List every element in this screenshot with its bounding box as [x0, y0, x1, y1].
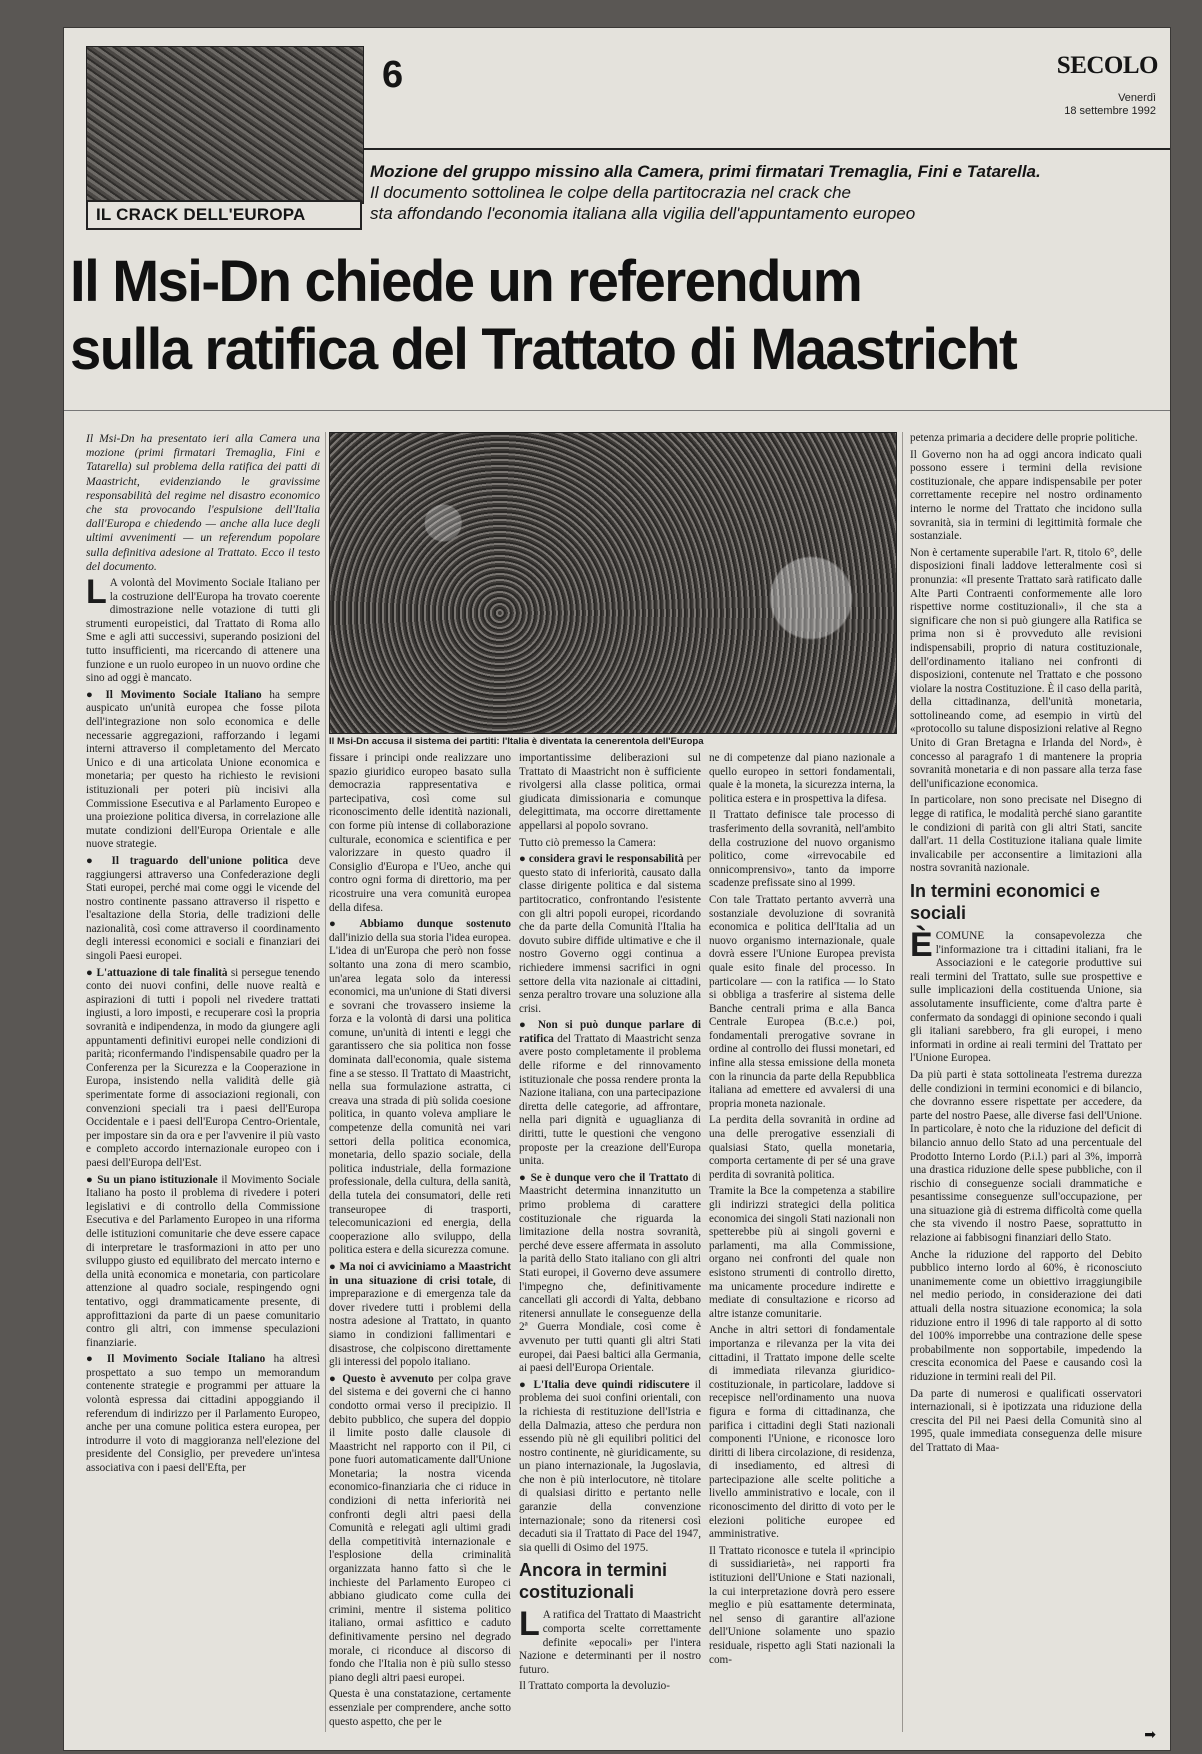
paragraph: Il Trattato riconosce e tutela il «principio di sussidiarietà», nei rapporti fra istituzioni dell'Unione e Stati nazionali, la cui interpretazione dovrà pero essere meglio e più esattamente determinata, nel senso di garantire all'azione dell'Unione solamente uno spazio residuale, rispetto agli Stati nazionali la com- — [709, 1544, 895, 1666]
bold-lead: Non si può dunque parlare di ratifica — [519, 1019, 701, 1045]
bold-lead: considera gravi le responsabilità — [528, 853, 684, 866]
paragraph — [910, 926, 1142, 1066]
crowd-photo — [329, 432, 897, 734]
headline — [70, 248, 1133, 384]
paragraph-text: di Maastricht determina innanzitutto un primo problema di carattere costituzionale che riguarda la limitazione della nostra sovranità, perché deve essere affermata in assoluto la parità dello Stato italiano con gli altri Stati europei, il Governo deve assumere l'impegno che, definitivamente cancellati gli accordi di Yalta, debbano ritenersi annullate le conseguenze della 2ª Guerra Mondiale, così come è avvenuto per tutti quanti gli altri Stati europei, dai Paesi baltici alla Germania, ai paesi dell'Europa Orientale. — [519, 1171, 701, 1375]
bold-lead: Ma noi ci avviciniamo a Maastricht in una situazione di crisi totale, — [329, 1260, 511, 1287]
subheading: In termini economici e sociali — [910, 881, 1101, 923]
paragraph: ● Questo è avvenuto per colpa grave del sistema e dei governi che ci hanno condotto ormai verso il precipizio. Il debito pubblico, che supera del doppio il limite posto dalle clausole di Maastricht nel rapporto con il Pil, ci pone fuori automaticamente dall'Unione Monetaria; la nostra vicenda economico-finanziaria che ci riduce in condizioni di netta inferiorità nei confronti degli altri paesi della Comunità e relegati agli ultimi gradi della competitività internazionale e l'esplosione della criminalità organizzata hanno fatto sì che le inchieste del Parlamento Europeo ci abbiano giudicato come culla dei crimini, mentre il sistema politico italiano, ormai asfittico e caduto definitivamente persino nel degrado morale, ci riconduce al discorso di fondo che l'Italia non è più sullo stesso piano degli altri paesi europei. — [329, 1372, 511, 1684]
paragraph-text: per questo stato di inferiorità, causato dalla classe dirigente politica e dal sistema partitocratico, confrontando l'esistente con gli altri popoli europei, ricordando che da parte della Comunità l'Italia ha dovuto subire diffide ultimative e che il nostro Governo oggi continua a richiedere immensi sacrifici in ogni settore della vita nazionale ai cittadini, senza peraltro trovare una soluzione alla crisi. — [519, 853, 701, 1015]
paragraph: Non è certamente superabile l'art. R, titolo 6°, delle disposizioni finali laddove letteralmente così si pronunzia: «Il presente Trattato sarà ratificato dalle Alte Parti Contraenti conformemente alle loro rispettive norme costituzionali», il che sta a significare che non si può giungere alla Ratifica se prima non si è provveduto alle revisioni indispensabili, proprio di natura costituzionale, dell'ordinamento italiano nei confronti di disposizioni, contenute nel Trattato e che possono violare la nostra Costituzione. È il caso della parità, della cittadinanza, dell'unità monetaria, sottolineando come, ad esempio in virtù del «protocollo su talune disposizioni relative al Regno Unito di Gran Bretagna e Irlanda del Nord», è concesso al paragrafo 1 di mantenere la propria sovranità monetaria e di non passare alla terza fase dell'unificazione economica. — [910, 546, 1142, 790]
paragraph — [86, 573, 320, 686]
drop-cap: È — [910, 926, 933, 964]
newspaper-page — [64, 28, 1170, 1750]
headline-line-2: sulla ratifica del Trattato di Maastricht — [70, 317, 1017, 382]
parliament-photo — [86, 46, 364, 204]
paragraph: ● Il Movimento Sociale Italiano ha altresì prospettato a suo tempo un memorandum contenente strategie e programmi per attuare la volontà espressa dai cittadini appoggiando il referendum di indirizzo per il Parlamento Europeo, anche per una comune politica estera europea, per introdurre il voto di maggioranza nell'elezione del presidente del Consiglio, per prevedere un'intesa associativa con i paesi dell'Efta, per — [86, 1353, 320, 1475]
paragraph-text: dall'inizio della sua storia l'idea europea. L'idea di un'Europa che però non fosse soltanto una zona di mero scambio, un'area legata solo da interessi economici, ma un'unione di Stati diversi e sovrani che trovassero insieme la forza e la volontà di darsi una politica comune, un'unità di intenti e leggi che garantissero che sia politica non fosse dominata dall'economia, quale sistema fine a se stesso. Il Trattato di Maastricht, nella sua formulazione astratta, ci creava una strada di più solida coesione politica, in quanto voleva ampliare le competenze della comunità nei vari settori della politica economica, monetaria, dello spazio sociale, della politica industriale, della formazione professionale, della cultura, della sanità, della tutela dei consumatori, delle reti transeuropee di trasporti, telecomunicazioni ed energia, della cooperazione allo sviluppo, della politica estera e della sicurezza comune. — [329, 931, 511, 1257]
paragraph-text: il Movimento Sociale Italiano ha posto il problema di rivedere i poteri legislativi e di controllo della Commissione Esecutiva e del Parlamento Europeo in una riforma delle istituzioni comunitarie che deve essere capace di interpretare le trasformazioni in atto per uno sviluppo giusto ed equilibrato del mercato interno e della unità economica e monetaria, con particolare attenzione al quadro sociale, respingendo ogni tentativo, oggi drammaticamente presente, di approfittazioni da parte di un paese comunitario contro gli altri, con immense speculazioni finanziarie. — [86, 1173, 320, 1349]
paragraph-text: del Trattato di Maastricht senza avere posto completamente il problema delle riforme e del rinnovamento istituzionale che possa rendere pronta la Nazione italiana, con una partecipazione diretta delle categorie, ad affrontare, nella pari dignità e uguaglianza di diritti, tutte le questioni che vengono proposte per la creazione dell'Europa unita. — [519, 1032, 701, 1168]
paragraph: Da più parti è stata sottolineata l'estrema durezza delle condizioni in termini economici e di bilancio, che dovranno essere rispettate per accedere, da parte del nostro Paese, alle diverse fasi dell'Unione. In particolare, è noto che la riduzione del deficit di bilancio annuo dello Stato ad una percentuale del Prodotto Interno Lordo (P.i.l.) pari al 3%, imporrà una drastica riduzione delle spese pubbliche, con il rischio di conseguenze sociali drammatiche e pesantissime conseguenze sull'occupazione, per una situazione già di estrema difficoltà come quella che sta vivendo il nostro Paese, soprattutto in relazione ai fabbisogni finanziari dello Stato. — [910, 1068, 1142, 1245]
newspaper-brand: SECOLO — [1056, 52, 1158, 79]
bold-lead: Questo è avvenuto — [342, 1372, 434, 1385]
dateline — [1064, 92, 1156, 118]
paragraph — [519, 1605, 701, 1677]
column-3 — [519, 752, 701, 1732]
column-1 — [86, 432, 320, 1732]
paragraph-text: deve raggiungersi attraverso una Confederazione degli Stati europei, perché mai come oggi le vicende del nostro continente passano attraverso il rispetto e l'esaltazione della Storia, delle tradizioni delle nazionalità, così come attraverso il coordinamento degli interessi economici e sociali e finanziari dei singoli Paesi europei. — [86, 854, 320, 963]
bold-lead: L'attuazione di tale finalità — [96, 966, 228, 979]
paragraph: Il Trattato definisce tale processo di trasferimento della sovranità, nell'ambito della costruzione del nuovo organismo politico, come «irrevocabile ed onnicomprensivo», tanto da imporre scadenze prefissate sino al 1999. — [709, 809, 895, 890]
paragraph-text: A volontà del Movimento Sociale Italiano per la costruzione dell'Europa ha trovato coerente dimostrazione nelle votazione di tutti gli strumenti europeistici, dal Trattato di Roma allo Sme e agli atti successivi, superando posizioni del tutto insufficienti, ma ricercando di attenere una funzione e un ruolo europeo in un nuovo ordine che sino ad oggi è mancato. — [86, 577, 320, 685]
paragraph: ne di competenze dal piano nazionale a quello europeo in settori fondamentali, quale è la moneta, la sicurezza interna, la politica estera e in prospettiva la difesa. — [709, 752, 895, 805]
paragraph: ● L'Italia deve quindi ridiscutere il problema dei suoi confini orientali, con la richiesta di restituzione dell'Istria e della Dalmazia, atteso che perdura non essendo più nè gli equilibri politici del nostro continente, nè giuridicamente, su un piano internazionale, la Jugoslavia, che non è più interlocutore, nè titolare di qualsiasi diritto e pertanto nelle garanzie della convenzione internazionale; sono da ritenersi così decaduti sia il Trattato di Pace del 1947, sia quelli di Osimo del 1975. — [519, 1378, 701, 1554]
headline-line-1: Il Msi-Dn chiede un referendum — [70, 249, 862, 314]
paragraph: ● Il traguardo dell'unione politica deve raggiungersi attraverso una Confederazione degli Stati europei, perché mai come oggi le vicende del nostro continente passano attraverso il rispetto e l'esaltazione della Storia, delle tradizioni delle nazionalità, così come attraverso il coordinamento degli interessi economici e sociali e finanziari dei singoli Paesi europei. — [86, 854, 320, 963]
page-number: 6 — [382, 54, 404, 96]
bold-lead: Il Movimento Sociale Italiano — [106, 1353, 266, 1366]
paragraph: ● L'attuazione di tale finalità si persegue tenendo conto dei nuovi confini, delle nuove realtà e aspirazioni di tutti i popoli nel rivedere trattati ingiusti, a loro imposti, e recuperare così la propria sovranità e indipendenza, in modo da giungere agli appuntamenti definitivi europei nelle condizioni di parità; riconfermando l'indispensabile quadro per la Conferenza per la Sicurezza e la Cooperazione in Europa, insistendo nella validità delle già sperimentate forme di associazioni regionali, con convenzioni speciali tra i paesi dell'Europa Occidentale e i paesi dell'Europa Centro-Orientale, per impostare sin da ora e per l'avvenire il più vasto e completo accordo internazionale europeo con i paesi dell'Europa dell'Est. — [86, 966, 320, 1169]
paragraph: Il Governo non ha ad oggi ancora indicato quali possono essere i termini della revisione costituzionale, che appare indispensabile per poter correttamente recepire nel nostro ordinamento interno le norme del Trattato che incidono sulla sovranità, sia in termini di legittimità formale che sostanziale. — [910, 448, 1142, 543]
column-5 — [910, 432, 1142, 1728]
drop-cap: L — [86, 573, 107, 612]
deck-line: Mozione del gruppo missino alla Camera, primi firmatari Tremaglia, Fini e Tatarella. — [370, 162, 1041, 181]
paragraph: Anche la riduzione del rapporto del Debito pubblico interno lordo al 60%, è riconosciuto unanimemente come un obiettivo irraggiungibile nel medio periodo, in considerazione dei dati attuali della nostra situazione economica; la sola riduzione entro il 1996 di tale rapporto al di sotto del 100% imporrebbe una contrazione delle spese probabilmente non sopportabile, impedendo la crescita economica del Paese e causando così la riduzione in termini reali del Pil. — [910, 1248, 1142, 1383]
dateline-date: 18 settembre 1992 — [1064, 105, 1156, 117]
paragraph: ● Il Movimento Sociale Italiano ha sempre auspicato un'unità europea che fosse pilota dell'integrazione non solo economica e delle necessarie aggregazioni, rafforzando i legami interni attraverso il completamento del Mercato Unico e di una articolata Unione economica e monetaria; per questo ha richiesto le revisioni istituzionali per poteri più incisivi alla Commissione Esecutiva e al Parlamento Europeo e una proiezione politica diversa, in correlazione alle mutate condizioni dell'Europa Orientale e alle nuove strategie. — [86, 688, 320, 851]
paragraph-text: ha sempre auspicato un'unità europea che fosse pilota dell'integrazione non solo economica e delle necessarie aggregazioni, rafforzando i legami interni attraverso il completamento del Mercato Unico e di una articolata Unione economica e monetaria; per questo ha richiesto le revisioni istituzionali per poteri più incisivi alla Commissione Esecutiva e al Parlamento Europeo e una proiezione politica diversa, in correlazione alle mutate condizioni dell'Europa Orientale e alle nuove strategie. — [86, 688, 320, 851]
deck-line: Il documento sottolinea le colpe della partitocrazia nel crack che — [370, 183, 851, 202]
bold-lead: Il traguardo dell'unione politica — [111, 854, 289, 867]
paragraph: In particolare, non sono precisate nel Disegno di legge di ratifica, le modalità perché siano garantite le condizioni di parità con gli altri Stati, sancite dall'art. 11 della Costituzione italiana quale limite invalicabile per acconsentire a limitazioni alla nostra sovranità nazionale. — [910, 794, 1142, 875]
paragraph: Anche in altri settori di fondamentale importanza e rilevanza per la vita dei cittadini, il Trattato impone delle scelte di immediata rilevanza giuridico-costituzionale, in particolare, laddove si recepisce nell'ordinamento una nuova figura e forma di cittadinanza, che parifica i cittadini degli Stati nazionali componenti l'Unione, e riconosce loro diritti di libera circolazione, di residenza, di insediamento, ed altresì di partecipazione alle scelte politiche a livello amministrativo e locale, con il riconoscimento del diritto di voto per le elezioni politiche europee ed amministrative. — [709, 1324, 895, 1541]
bold-lead: Abbiamo dunque sostenuto — [359, 918, 511, 931]
paragraph: La perdita della sovranità in ordine ad una delle prerogative essenziali di qualsiasi Stato, quella monetaria, comporta certamente di per sé una grave perdita di sovranità politica. — [709, 1114, 895, 1181]
continue-arrow-icon: ➡ — [1144, 1728, 1156, 1743]
paragraph-text: per colpa grave del sistema e dei governi che ci hanno condotto ormai verso il precipizio. Il debito pubblico, che supera del doppio il limite posto dalle clausole di Maastricht nel rapporto con il Pil, ci pone fuori automaticamente dall'Unione Monetaria; la nostra vicenda economico-finanziaria che ci riduce in condizioni di netta inferiorità nei confronti degli altri paesi della Comunità e relegati agli ultimi gradi della competitività internazionale e l'esplosione della criminalità organizzata hanno fatto sì che le inchieste del Parlamento Europeo ci abbiano giudicato come culla dei crimini, mentre il sistema politico italiano, ormai asfittico e caduto definitivamente persino nel degrado morale, ci riconduce al discorso di fondo che l'Italia non è più sullo stesso piano degli altri paesi europei. — [329, 1372, 511, 1684]
paragraph: ● Se è dunque vero che il Trattato di Maastricht determina innanzitutto un primo problema di carattere costituzionale che riguarda la limitazione della nostra sovranità, perché deve essere affermata in assoluto la parità dello Stato italiano con gli altri Stati europei, il Governo deve assumere l'impegno che, definitivamente cancellati gli accordi di Yalta, debbano ritenersi annullate le conseguenze della 2ª Guerra Mondiale, così come è avvenuto per tutti quanti gli altri Stati europei, dai Paesi baltici alla Germania, ai paesi dell'Europa Orientale. — [519, 1171, 701, 1375]
column-divider — [325, 432, 326, 1732]
bold-lead: Su un piano istituzionale — [97, 1173, 218, 1186]
paragraph: Tutto ciò premesso la Camera: — [519, 836, 656, 849]
paragraph: ● Abbiamo dunque sostenuto dall'inizio della sua storia l'idea europea. L'idea di un'Europa che però non fosse soltanto una zona di mero scambio, un'area legata solo da interessi economici, ma un'unione di Stati diversi e sovrani che trovassero insieme la forza e la volontà di darsi una politica comune, un'unità di intenti e leggi che garantissero che sia politica non fosse dominata dall'economia, quale sistema fine a se stesso. Il Trattato di Maastricht, nella sua formulazione astratta, ci creava una strada di più solida coesione politica, in quanto voleva ampliare le competenze della comunità nei vari settori della politica economica, monetaria, dello spazio sociale, della politica industriale, della formazione professionale, della cultura, della sanità, della tutela dei consumatori, delle reti transeuropee di trasporti, telecomunicazioni ed energia, della cooperazione allo sviluppo, della politica estera e della sicurezza comune. — [329, 918, 511, 1257]
paragraph: petenza primaria a decidere delle proprie politiche. — [910, 432, 1138, 444]
column-divider — [902, 432, 903, 1732]
bold-lead: L'Italia deve quindi ridiscutere — [533, 1378, 690, 1391]
paragraph-text: il problema dei suoi confini orientali, con la richiesta di restituzione dell'Istria e della Dalmazia, atteso che perdura non essendo più nè gli equilibri politici del nostro continente, nè giuridicamente, su un piano internazionale, la Jugoslavia, che non è più interlocutore, nè titolare di qualsiasi diritto e pertanto nelle garanzie della convenzione internazionale; sono da ritenersi così decaduti sia il Trattato di Pace del 1947, sia quelli di Osimo del 1975. — [519, 1378, 701, 1554]
paragraph-text: A ratifica del Trattato di Maastricht comporta scelte correttamente definite «epocali» per l'intera Nazione e determinanti per il nostro futuro. — [519, 1609, 701, 1676]
paragraph: Con tale Trattato pertanto avverrà una sostanziale devoluzione di sovranità economica e politica dell'Italia ad un nuovo organismo internazionale, quale dovrà essere l'Unione Europea prevista quale esito finale del processo. In particolare — con la ratifica — lo Stato si obbliga a trasferire al sistema delle Banche centrali prima e alla Banca Centrale Europea (B.c.e.) poi, fondamentali prerogative sovrane in ordine al controllo dei flussi monetari, ed infine alla stessa emissione della moneta con la rinuncia da parte della Repubblica italiana ad emettere ed avvalersi di una propria moneta nazionale. — [709, 893, 895, 1110]
paragraph: Da parte di numerosi e qualificati osservatori internazionali, si è ipotizzata una riduzione della crescita del Pil nei Paesi della Comunità sino al 1995, quale immediata conseguenza delle misure del Trattato di Maa- — [910, 1387, 1142, 1454]
paragraph: ● Non si può dunque parlare di ratifica del Trattato di Maastricht senza avere posto completamente il problema delle riforme e del rinnovamento istituzionale che possa rendere pronta la Nazione italiana, con una partecipazione diretta delle categorie, ad affrontare, nella pari dignità e uguaglianza di diritti, tutte le questioni che vengono proposte per la creazione dell'Europa unita. — [519, 1019, 701, 1168]
paragraph-text: COMUNE la consapevolezza che l'informazione tra i cittadini italiani, fra le Associazioni e le categorie produttive sui reali termini del Trattato, sulle sue prospettive e sulle implicazioni della costituenda Unione, sia assolutamente insufficiente, come d'altra parte è confermato da sondaggi di opinione secondo i quali gli italiani sarebbero, fra gli europei, i meno informati in ordine ai reali termini del Trattato per l'Unione Europea. — [910, 930, 1142, 1065]
paragraph-text: ha altresì prospettato a suo tempo un memorandum contenente strategie e programmi per attuare la volontà espressa dai cittadini appoggiando il referendum di indirizzo per il Parlamento Europeo, anche per una comune politica estera europea, per introdurre il voto di maggioranza nell'elezione del presidente del Consiglio, per prevedere un'intesa associativa con i paesi dell'Efta, per — [86, 1353, 320, 1475]
deck-line: sta affondando l'economia italiana alla vigilia dell'appuntamento europeo — [370, 204, 916, 223]
drop-cap: L — [519, 1605, 540, 1644]
section-label: IL CRACK DELL'EUROPA — [86, 200, 362, 230]
bold-lead: Se è dunque vero che il Trattato — [530, 1171, 689, 1184]
paragraph: ● Ma noi ci avviciniamo a Maastricht in una situazione di crisi totale, di impreparazione e di emergenza tale da dover rivedere tutti i problemi della nostra adesione al Trattato, in quanto siamo in condizioni fallimentari e disastrose, che colpiscono direttamente gli interessi del popolo italiano. — [329, 1260, 511, 1369]
masthead-rule — [364, 148, 1170, 150]
deck — [370, 161, 1130, 224]
paragraph: ● Su un piano istituzionale il Movimento Sociale Italiano ha posto il problema di rivedere i poteri legislativi e di controllo della Commissione Esecutiva e del Parlamento Europeo in una riforma delle istituzioni comunitarie che deve essere capace di interpretare le trasformazioni in atto per uno sviluppo giusto ed equilibrato del mercato interno e della unità economica e monetaria, con particolare attenzione al quadro sociale, respingendo ogni tentativo, oggi drammaticamente presente, di approfittazioni da parte di un paese comunitario contro gli altri, con immense speculazioni finanziarie. — [86, 1173, 320, 1349]
subheading: Ancora in termini costituzionali — [519, 1560, 668, 1603]
intro-paragraph: Il Msi-Dn ha presentato ieri alla Camera una mozione (primi firmatari Tremaglia, Fini e Tatarella) sul problema della ratifica dei patti di Maastricht, evidenziando le gravissime responsabilità del regime nel disastro economico che sta provocando l'espulsione dell'Italia dall'Europa e chiedendo — anche alla luce degli ultimi avvenimenti — un referendum popolare sulla definitiva adesione al Trattato. Ecco il testo del documento. — [86, 432, 320, 573]
paragraph: Tramite la Bce la competenza a stabilire gli indirizzi strategici della politica economica dei singoli Stati nazionali non spetterebbe più ai singoli governi e parlamenti, ma alla Commissione, organo nei confronti del quale non esistono strumenti di controllo diretto, ma unicamente procedure indirette e mediate di consultazione e ricorso ad altre istanze comunitarie. — [709, 1185, 895, 1320]
paragraph: fissare i principi onde realizzare uno spazio giuridico europeo basato sulla democrazia rappresentativa e partecipativa, così come sul riconoscimento delle identità nazionali, con forme più intense di collaborazione culturale, economica e scientifica e per valorizzare in questo quadro il Consiglio d'Europa e l'Ueo, anche qui contro ogni forma di direttorio, ma per ricostruire una vera comunità europea della difesa. — [329, 752, 511, 914]
paragraph: Questa è una constatazione, certamente essenziale per comprendere, anche sotto questo aspetto, che per le — [329, 1688, 511, 1728]
paragraph: Il Trattato comporta la devoluzio- — [519, 1680, 670, 1693]
photo-caption: Il Msi-Dn accusa il sistema dei partiti: l'Italia è diventata la cenerentola dell'Europa — [329, 736, 704, 747]
paragraph: importantissime deliberazioni sul Trattato di Maastricht non è sufficiente rivolgersi alla classe politica, ormai giudicata dimissionaria e comunque delegittimata, ma occorre direttamente appellarsi al popolo sovrano. — [519, 752, 701, 832]
paragraph-text: di impreparazione e di emergenza tale da dover rivedere tutti i problemi della nostra adesione al Trattato, in quanto siamo in condizioni fallimentari e disastrose, che colpiscono direttamente gli interessi del popolo italiano. — [329, 1274, 511, 1369]
paragraph-text: si persegue tenendo conto dei nuovi confini, delle nuove realtà e aspirazioni di tutti i popoli nel rivedere trattati ingiusti, a loro imposti, e recuperare così la propria sovranità e indipendenza, in modo da giungere agli appuntamenti definitivi europei nelle condizioni di parità; riconfermando l'indispensabile quadro per la Conferenza per la Sicurezza e la Cooperazione in Europa, insistendo nella validità delle già sperimentate forme di associazioni regionali, con convenzioni speciali tra i paesi dell'Europa Occidentale e i paesi dell'Europa Centro-Orientale, per impostare sin da ora e per l'avvenire il più vasto e completo accordo internazionale europeo con i paesi dell'Europa dell'Est. — [86, 966, 320, 1169]
column-2 — [329, 752, 511, 1732]
dateline-day: Venerdì — [1118, 92, 1156, 104]
column-4 — [709, 752, 895, 1732]
bold-lead: Il Movimento Sociale Italiano — [105, 688, 262, 701]
headline-rule — [64, 410, 1170, 411]
paragraph: ● considera gravi le responsabilità per questo stato di inferiorità, causato dalla classe dirigente politica e dal sistema partitocratico, confrontando l'esistente con gli altri popoli europei, ricordando che da parte della Comunità l'Italia ha dovuto subire diffide ultimative e che il nostro Governo oggi continua a richiedere immensi sacrifici in ogni settore della vita nazionale ai cittadini, senza peraltro trovare una soluzione alla crisi. — [519, 853, 701, 1015]
